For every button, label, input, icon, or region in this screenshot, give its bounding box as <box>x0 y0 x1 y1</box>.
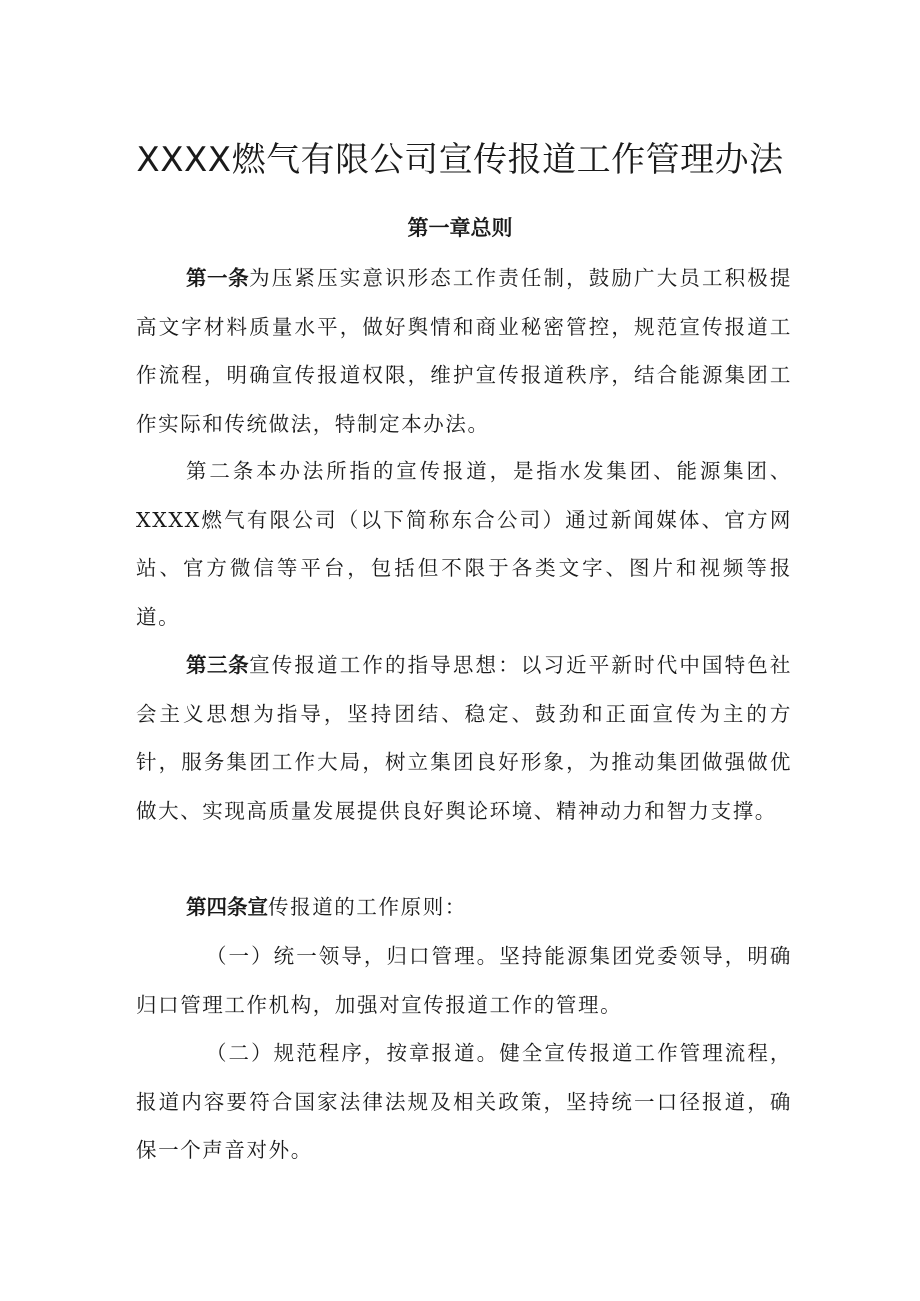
article-1-text: 为压紧压实意识形态工作责任制，鼓励广大员工积极提高文字材料质量水平，做好舆情和商业秘密管控，规范宣传报道工作流程，明确宣传报道权限，维护宣传报道秩序，结合能源集团工作实际和传统做法，特制定本办法。 <box>136 266 793 436</box>
chapter-heading: 第一章总则 <box>407 216 513 240</box>
article-2-text: 第二条本办法所指的宣传报道，是指水发集团、能源集团、XXXX燃气有限公司（以下简称东合公司）通过新闻媒体、官方网站、官方微信等平台，包括但不限于各类文字、图片和视频等报道。 <box>136 459 792 629</box>
article-4-text: 传报道的工作原则： <box>268 895 467 919</box>
article-3-text: 宣传报道工作的指导思想：以习近平新时代中国特色社会主义思想为指导，坚持团结、稳定、鼓劲和正面宣传为主的方针，服务集团工作大局，树立集团良好形象，为推动集团做强做优做大、实现高质量发展提供良好舆论环境、精神动力和智力支撑。 <box>136 653 793 823</box>
article-4-heading: 第四条宣 <box>186 895 268 919</box>
article-4 <box>136 883 792 932</box>
article-3 <box>136 641 792 835</box>
principle-item-1: （一）统一领导，归口管理。坚持能源集团党委领导，明确归口管理工作机构，加强对宣传报道工作的管理。 <box>136 944 792 1017</box>
principle-item-2: （二）规范程序，按章报道。健全宣传报道工作管理流程，报道内容要符合国家法律法规及相关政策，坚持统一口径报道，确保一个声音对外。 <box>136 1041 792 1162</box>
article-1-heading: 第一条 <box>186 266 250 290</box>
article-2 <box>136 447 792 641</box>
article-1 <box>136 254 792 448</box>
document-title: XXXX燃气有限公司宣传报道工作管理办法 <box>136 140 784 180</box>
article-3-heading: 第三条 <box>186 653 250 677</box>
